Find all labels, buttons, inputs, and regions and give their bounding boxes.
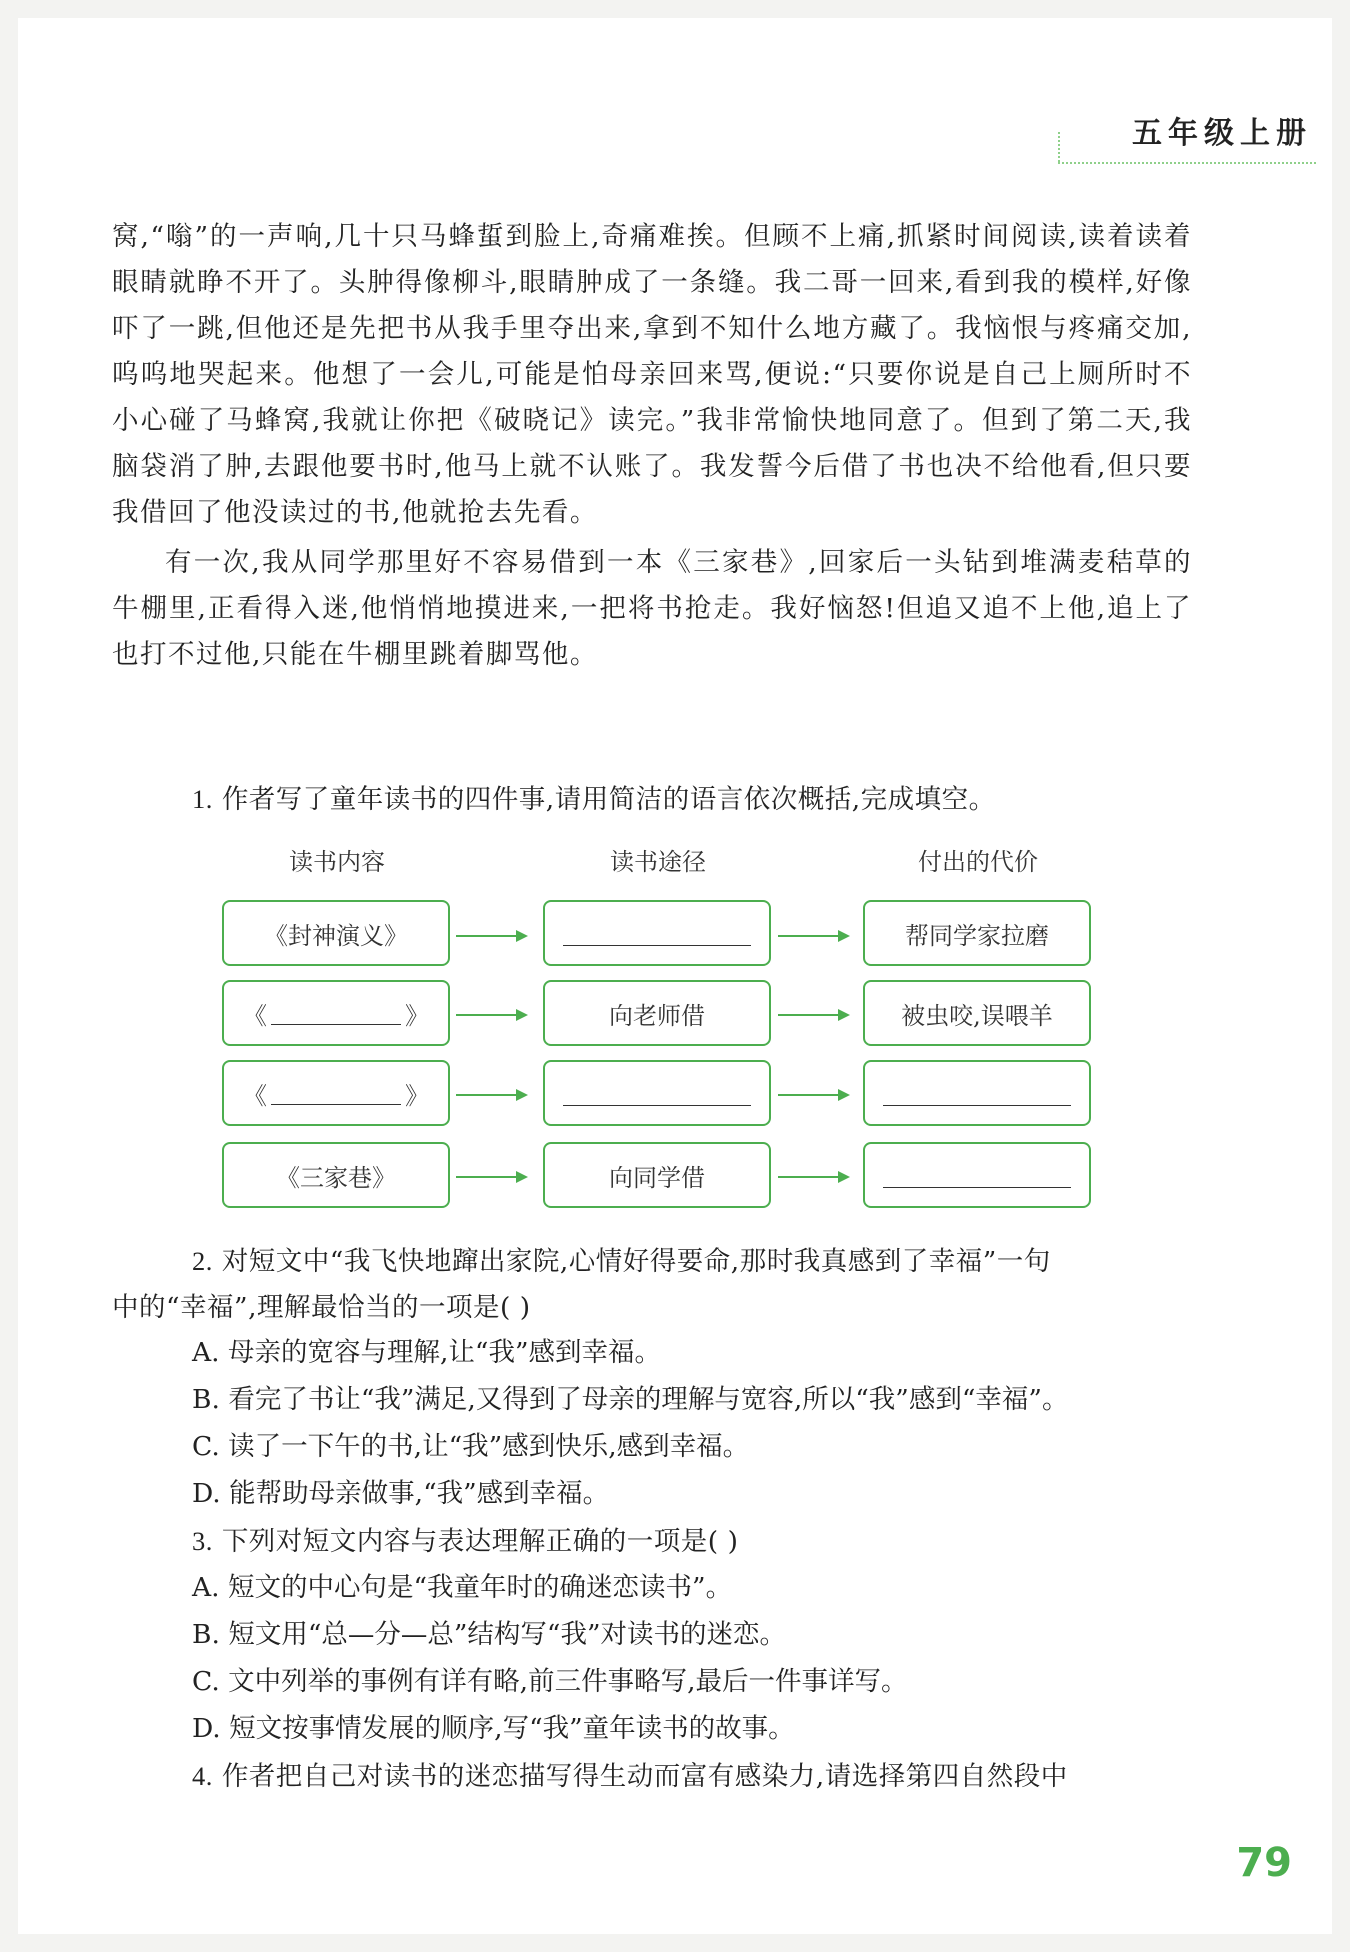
book-title: 《封神演义》 [264, 921, 408, 950]
arrow-icon [456, 1014, 526, 1016]
option-a[interactable]: A. 短文的中心句是“我童年时的确迷恋读书”。 [192, 1572, 733, 1603]
book-title-blank[interactable] [243, 1076, 429, 1111]
column-header-cost: 付出的代价 [918, 848, 1038, 876]
question-3 [112, 1518, 1192, 1565]
option-c[interactable]: C. 读了一下午的书,让“我”感到快乐,感到幸福。 [192, 1431, 750, 1462]
question-text: 作者写了童年读书的四件事,请用简洁的语言依次概括,完成填空。 [221, 784, 996, 815]
way-box[interactable] [543, 900, 771, 966]
bracket-open: 《 [243, 1001, 267, 1030]
way-text: 向同学借 [609, 1163, 705, 1192]
question-text: 中的“幸福”,理解最恰当的一项是( ) [112, 1292, 531, 1323]
question-number: 1. [192, 784, 213, 814]
option-a[interactable]: A. 母亲的宽容与理解,让“我”感到幸福。 [192, 1337, 662, 1368]
book-title: 《三家巷》 [276, 1163, 396, 1192]
option-d[interactable]: D. 能帮助母亲做事,“我”感到幸福。 [192, 1478, 610, 1509]
header-rule [1058, 162, 1316, 164]
arrow-icon [456, 1094, 526, 1096]
answer-blank[interactable] [883, 1163, 1071, 1188]
answer-blank[interactable] [563, 1081, 751, 1106]
grade-title: 五年级上册 [1132, 116, 1312, 151]
answer-blank[interactable] [883, 1081, 1071, 1106]
content-box [222, 1142, 450, 1208]
cost-box [863, 980, 1091, 1046]
way-box[interactable] [543, 1060, 771, 1126]
column-header-content: 读书内容 [289, 848, 385, 876]
passage-paragraph: 窝,“嗡”的一声响,几十只马蜂蜇到脸上,奇痛难挨。但顾不上痛,抓紧时间阅读,读着读着眼睛就睁不开了。头肿得像柳斗,眼睛肿成了一条缝。我二哥一回来,看到我的模样,好像吓了一跳,但他还是先把书从我手里夺出来,拿到不知什么地方藏了。我恼恨与疼痛交加,呜呜地哭起来。他想了一会儿,可能是怕母亲回来骂,便说:“只要你说是自己上厕所时不小心碰了马蜂窝,我就让你把《破晓记》读完。”我非常愉快地同意了。但到了第二天,我脑袋消了肿,去跟他要书时,他马上就不认账了。我发誓今后借了书也决不给他看,但只要我借回了他没读过的书,他就抢去先看。 [112, 221, 1192, 528]
bracket-close: 》 [405, 1001, 429, 1030]
answer-blank[interactable] [271, 1002, 401, 1025]
question-4 [112, 1753, 1192, 1800]
arrow-icon [778, 1094, 848, 1096]
arrow-icon [778, 935, 848, 937]
way-box [543, 980, 771, 1046]
question-text: 下列对短文内容与表达理解正确的一项是( ) [221, 1526, 739, 1557]
question-1 [112, 776, 1192, 823]
arrow-icon [456, 1176, 526, 1178]
content-box[interactable] [222, 1060, 450, 1126]
option-c[interactable]: C. 文中列举的事例有详有略,前三件事略写,最后一件事详写。 [192, 1666, 908, 1697]
passage-paragraph: 有一次,我从同学那里好不容易借到一本《三家巷》,回家后一头钻到堆满麦秸草的牛棚里,正看得入迷,他悄悄地摸进来,一把将书抢走。我好恼怒!但追又追不上他,追上了也打不过他,只能在牛棚里跳着脚骂他。 [112, 547, 1192, 670]
way-box [543, 1142, 771, 1208]
option-d[interactable]: D. 短文按事情发展的顺序,写“我”童年读书的故事。 [192, 1713, 795, 1744]
column-header-way: 读书途径 [610, 848, 706, 876]
arrow-icon [778, 1176, 848, 1178]
cost-box [863, 900, 1091, 966]
answer-blank[interactable] [563, 921, 751, 946]
question-number: 2. [192, 1246, 213, 1276]
cost-text: 帮同学家拉磨 [905, 921, 1049, 950]
question-2 [112, 1238, 1192, 1331]
cost-box[interactable] [863, 1142, 1091, 1208]
question-number: 3. [192, 1526, 213, 1556]
reading-passage [112, 214, 1192, 678]
question-text: 作者把自己对读书的迷恋描写得生动而富有感染力,请选择第四自然段中 [221, 1761, 1068, 1792]
answer-blank[interactable] [271, 1082, 401, 1105]
question-text: 对短文中“我飞快地蹿出家院,心情好得要命,那时我真感到了幸福”一句 [221, 1246, 1051, 1277]
header-divider [1058, 132, 1060, 162]
cost-box[interactable] [863, 1060, 1091, 1126]
question-number: 4. [192, 1761, 213, 1791]
way-text: 向老师借 [609, 1001, 705, 1030]
bracket-open: 《 [243, 1081, 267, 1110]
page-number: 79 [1236, 1840, 1292, 1886]
bracket-close: 》 [405, 1081, 429, 1110]
option-b[interactable]: B. 短文用“总—分—总”结构写“我”对读书的迷恋。 [192, 1619, 787, 1650]
arrow-icon [456, 935, 526, 937]
book-title-blank[interactable] [243, 996, 429, 1031]
content-box[interactable] [222, 980, 450, 1046]
arrow-icon [778, 1014, 848, 1016]
option-b[interactable]: B. 看完了书让“我”满足,又得到了母亲的理解与宽容,所以“我”感到“幸福”。 [192, 1384, 1069, 1415]
content-box [222, 900, 450, 966]
cost-text: 被虫咬,误喂羊 [901, 1001, 1053, 1030]
